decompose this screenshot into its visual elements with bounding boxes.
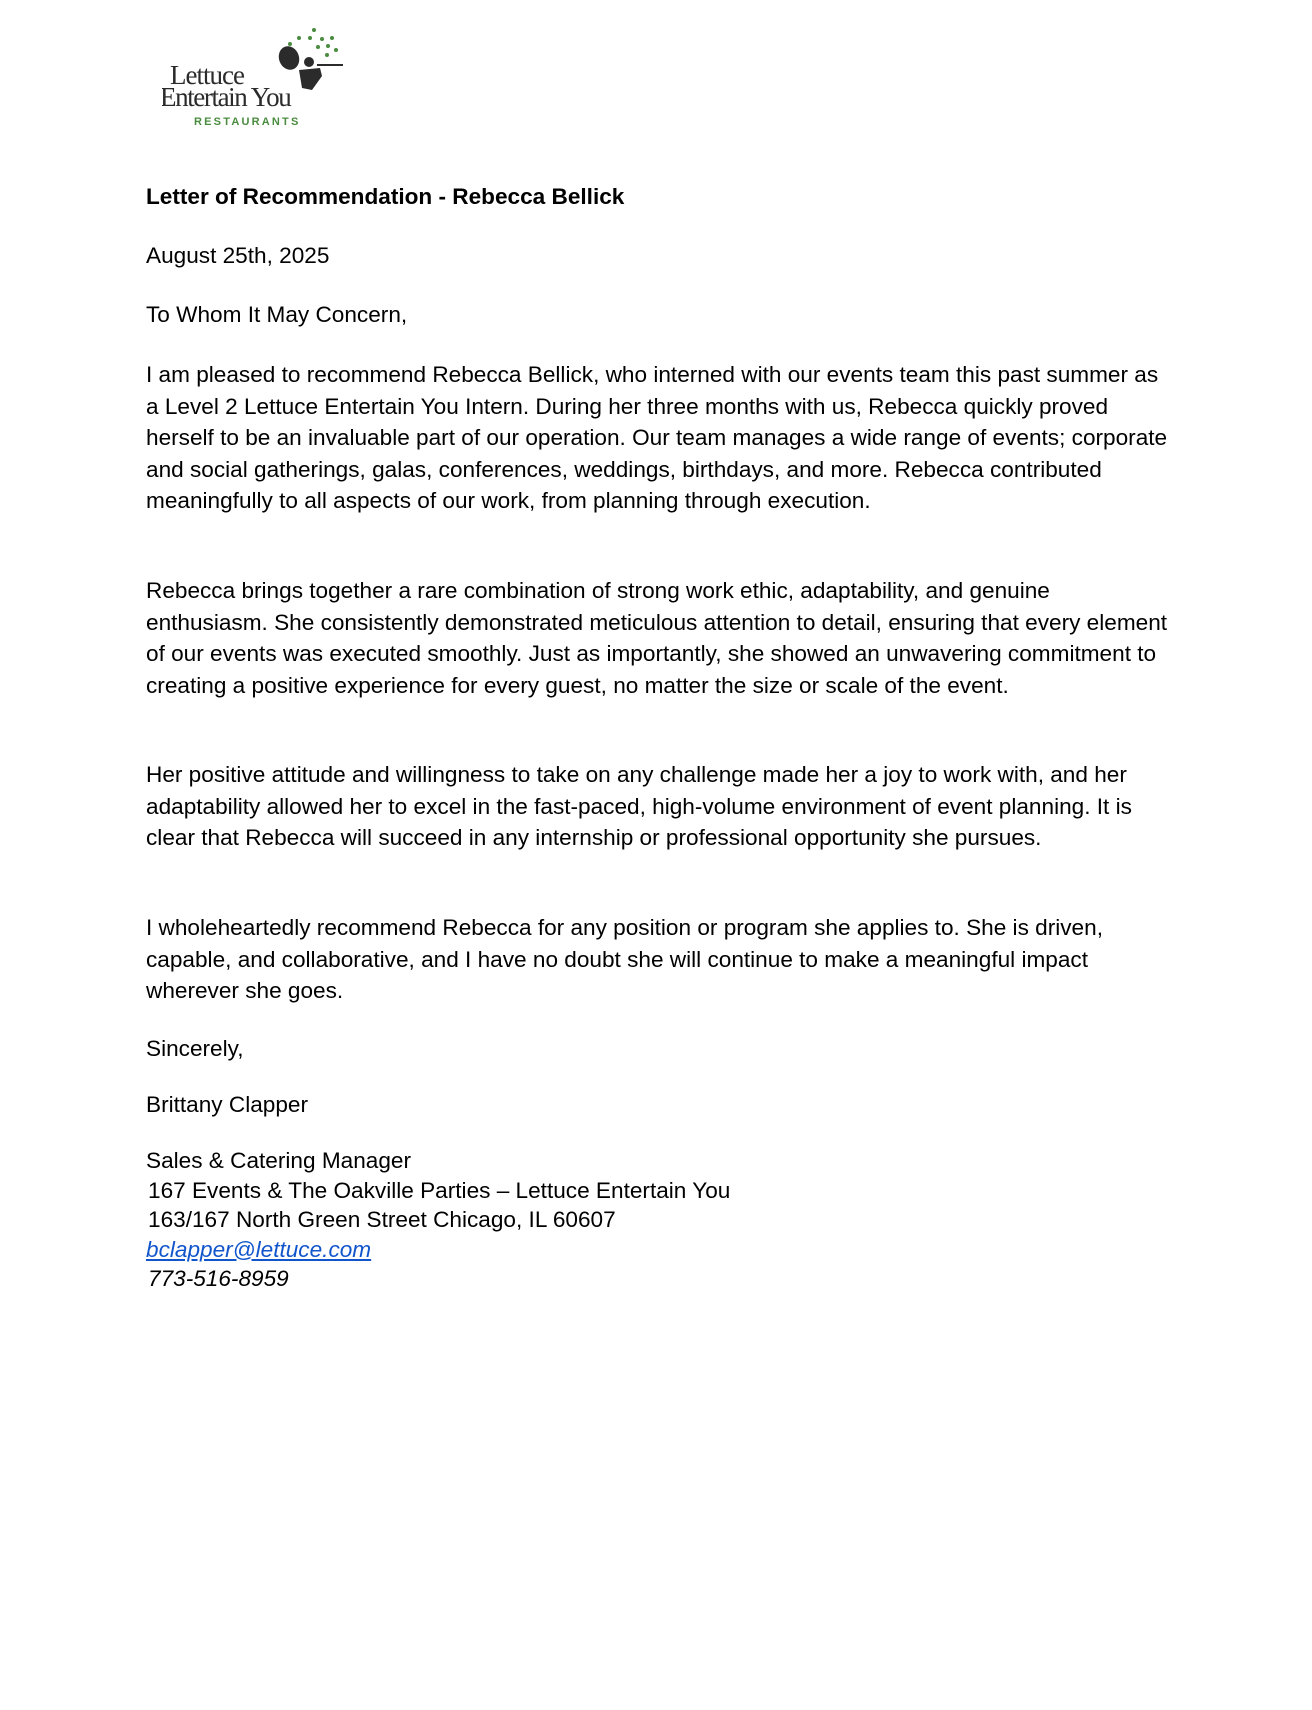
letter-date: August 25th, 2025 [146,243,330,268]
signer-phone: 773-516-8959 [148,1266,289,1291]
paragraph-1: I am pleased to recommend Rebecca Bellick, who interned with our events team this past summer as a Level 2 Lettuce Entertain You Intern. During her three months with us, Rebecca quickly proved herself to be an invaluable part of our operation. Our team manages a wide range of events; corporate and social gatherings, galas, conferences, weddings, birthdays, and more. Rebecca contributed meaningfully to all aspects of our work, from planning through execution. [146,362,1168,514]
closing: Sincerely, [146,1036,244,1061]
signer-name: Brittany Clapper [146,1092,308,1117]
company-logo [162,22,352,132]
signer-organization: 167 Events & The Oakville Parties – Lettuce Entertain You [148,1177,731,1203]
signer-role: Sales & Catering Manager [146,1148,411,1173]
svg-text:RESTAURANTS: RESTAURANTS [194,116,301,128]
signature-block [146,1146,1176,1294]
svg-text:Entertain You: Entertain You [162,82,291,112]
paragraph-3: Her positive attitude and willingness to take on any challenge made her a joy to work with, and her adaptability allowed her to excel in the fast-paced, high-volume environment of event planning. It is clear that Rebecca will succeed in any internship or professional opportunity she pursues. [146,762,1132,851]
email-link[interactable]: bclapper@lettuce.com [146,1236,372,1262]
letter-title: Letter of Recommendation - Rebecca Bellick [146,184,625,209]
paragraph-4: I wholeheartedly recommend Rebecca for any position or program she applies to. She is driven, capable, and collaborative, and I have no doubt she will continue to make a meaningful impact wherever she goes. [146,915,1103,1004]
svg-text:Lettuce: Lettuce [170,60,244,90]
signer-address: 163/167 North Green Street Chicago, IL 60607 [148,1207,616,1232]
waiter-logo-icon [162,22,352,132]
salutation: To Whom It May Concern, [146,302,408,327]
paragraph-2: Rebecca brings together a rare combination of strong work ethic, adaptability, and genuine enthusiasm. She consistently demonstrated meticulous attention to detail, ensuring that every element of our events was executed smoothly. Just as importantly, she showed an unwavering commitment to creating a positive experience for every guest, no matter the size or scale of the event. [146,578,1168,698]
